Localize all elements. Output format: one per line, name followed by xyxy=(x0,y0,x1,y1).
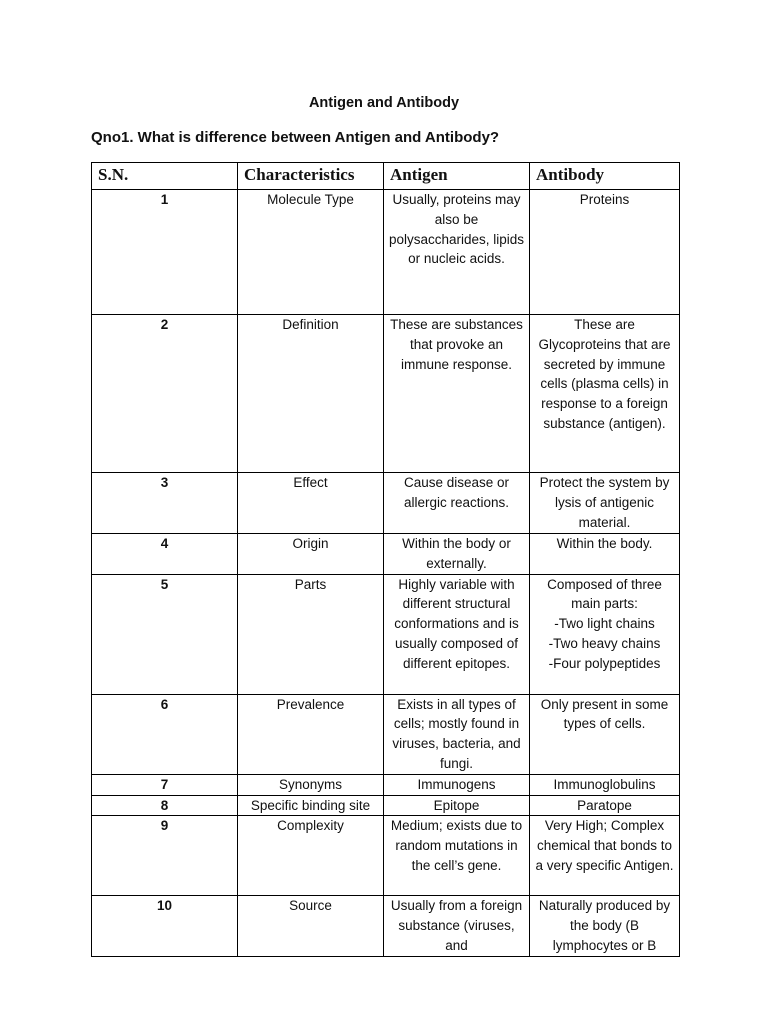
question-heading: Qno1. What is difference between Antigen and Antibody? xyxy=(91,129,500,146)
table-row xyxy=(92,774,680,795)
antibody-cell: Paratope xyxy=(530,795,680,816)
table-row xyxy=(92,816,680,896)
sn-cell: 1 xyxy=(92,190,238,315)
antigen-cell: Cause disease or allergic reactions. xyxy=(384,473,530,534)
table-row xyxy=(92,694,680,774)
characteristic-cell: Definition xyxy=(238,315,384,473)
antigen-cell: Within the body or externally. xyxy=(384,534,530,575)
characteristic-cell: Complexity xyxy=(238,816,384,896)
antibody-cell: These are Glycoproteins that are secreted by immune cells (plasma cells) in response to a foreign substance (antigen). xyxy=(530,315,680,473)
comparison-table xyxy=(91,162,680,957)
table-row xyxy=(92,896,680,956)
sn-cell: 6 xyxy=(92,694,238,774)
table-row xyxy=(92,534,680,575)
sn-cell: 7 xyxy=(92,774,238,795)
antibody-cell: Proteins xyxy=(530,190,680,315)
antigen-cell: Usually, proteins may also be polysaccharides, lipids or nucleic acids. xyxy=(384,190,530,315)
characteristic-cell: Source xyxy=(238,896,384,956)
antibody-cell xyxy=(530,574,680,694)
antibody-parts-line: -Two light chains xyxy=(554,616,655,632)
antigen-cell: Medium; exists due to random mutations in the cell’s gene. xyxy=(384,816,530,896)
table-row xyxy=(92,574,680,694)
antibody-cell: Very High; Complex chemical that bonds to a very specific Antigen. xyxy=(530,816,680,896)
antigen-cell: Epitope xyxy=(384,795,530,816)
table-header-row xyxy=(92,163,680,190)
page-title: Antigen and Antibody xyxy=(308,95,460,111)
antibody-cell: Immunoglobulins xyxy=(530,774,680,795)
characteristic-cell: Prevalence xyxy=(238,694,384,774)
characteristic-cell: Effect xyxy=(238,473,384,534)
header-antigen: Antigen xyxy=(384,163,530,190)
characteristic-cell: Parts xyxy=(238,574,384,694)
antigen-cell: Exists in all types of cells; mostly found in viruses, bacteria, and fungi. xyxy=(384,694,530,774)
antigen-cell: These are substances that provoke an immune response. xyxy=(384,315,530,473)
sn-cell: 10 xyxy=(92,896,238,956)
sn-cell: 4 xyxy=(92,534,238,575)
characteristic-cell: Origin xyxy=(238,534,384,575)
characteristic-cell: Molecule Type xyxy=(238,190,384,315)
antibody-cell: Within the body. xyxy=(530,534,680,575)
table-row xyxy=(92,190,680,315)
antibody-parts-line: -Two heavy chains xyxy=(548,635,661,651)
sn-cell: 3 xyxy=(92,473,238,534)
antigen-cell: Immunogens xyxy=(384,774,530,795)
sn-cell: 8 xyxy=(92,795,238,816)
sn-cell: 2 xyxy=(92,315,238,473)
sn-cell: 9 xyxy=(92,816,238,896)
antigen-cell: Highly variable with different structural conformations and is usually composed of different epitopes. xyxy=(384,574,530,694)
characteristic-cell: Specific binding site xyxy=(238,795,384,816)
antibody-cell: Protect the system by lysis of antigenic material. xyxy=(530,473,680,534)
characteristic-cell: Synonyms xyxy=(238,774,384,795)
antibody-cell: Only present in some types of cells. xyxy=(530,694,680,774)
table-row xyxy=(92,795,680,816)
antigen-cell: Usually from a foreign substance (viruses, and xyxy=(384,896,530,956)
sn-cell: 5 xyxy=(92,574,238,694)
antibody-parts-line: -Four polypeptides xyxy=(548,655,661,671)
header-sn: S.N. xyxy=(92,163,238,190)
antibody-parts-line: Composed of three main parts: xyxy=(547,576,662,612)
table-row xyxy=(92,473,680,534)
table-row xyxy=(92,315,680,473)
antibody-cell: Naturally produced by the body (B lymphocytes or B xyxy=(530,896,680,956)
header-characteristics: Characteristics xyxy=(238,163,384,190)
header-antibody: Antibody xyxy=(530,163,680,190)
